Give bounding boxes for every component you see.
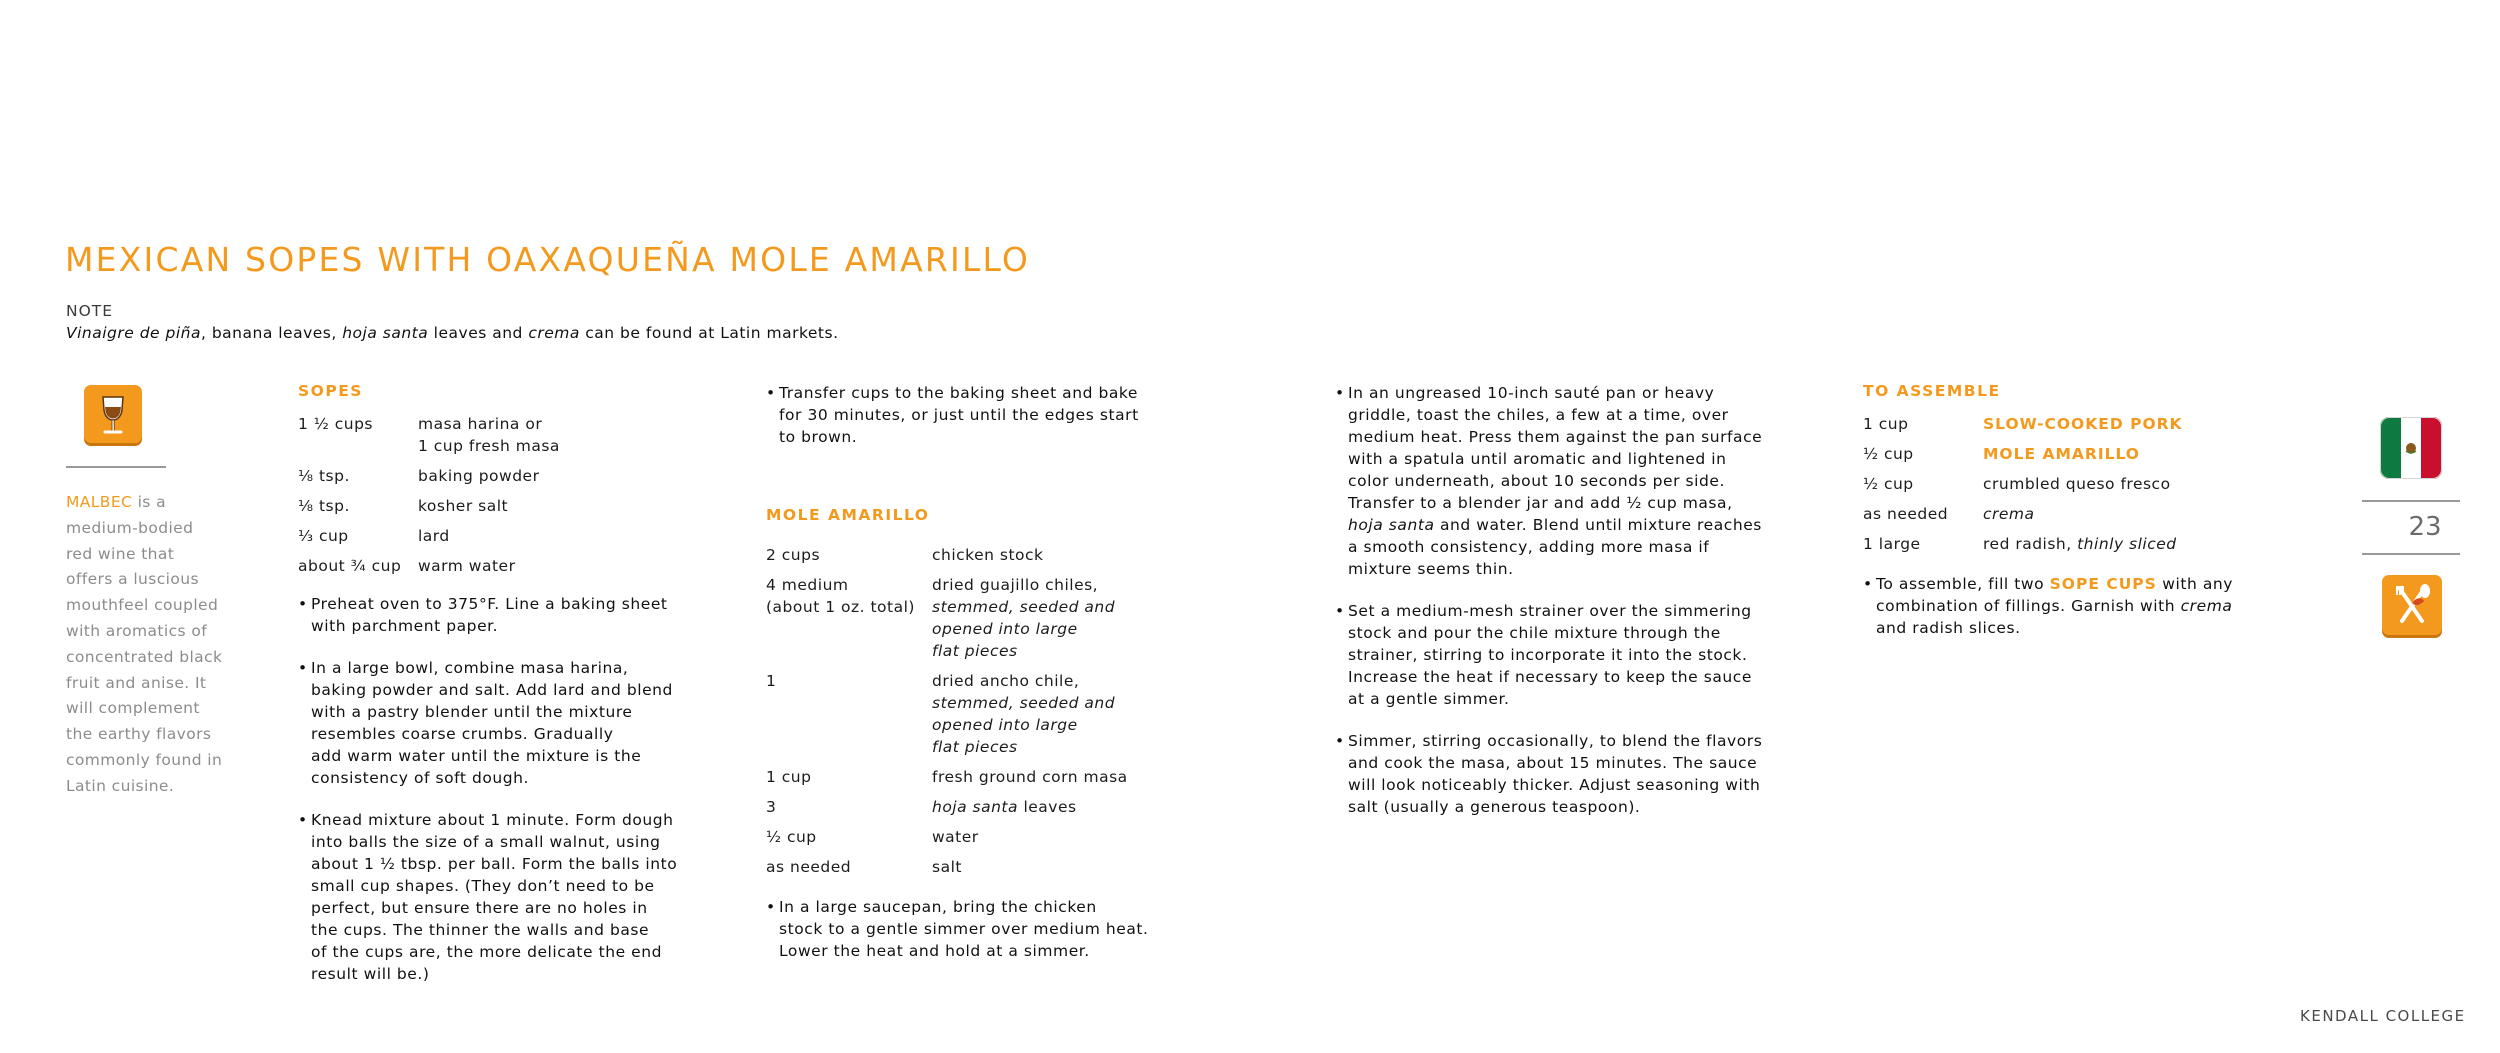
description-run: opened into large <box>932 620 1078 638</box>
ingredient-row <box>766 826 1186 848</box>
step-run: Transfer cups to the baking sheet and bake <box>779 384 1138 402</box>
step-line <box>1348 688 1805 710</box>
wine-text-line <box>66 671 226 697</box>
step-line <box>311 875 718 897</box>
wine-text-run: Latin cuisine. <box>66 776 175 795</box>
step-run: about 1 ½ tbsp. per ball. Form the balls into <box>311 855 678 873</box>
step-run: In an ungreased 10-inch sauté pan or heavy <box>1348 384 1715 402</box>
footer-publisher: KENDALL COLLEGE <box>2300 1007 2466 1025</box>
step-run: of the cups are, the more delicate the end <box>311 943 662 961</box>
quantity-line: 1 cup <box>1863 415 1909 433</box>
bullet-icon: • <box>1335 732 1345 750</box>
ingredient-description <box>418 525 588 547</box>
description-line <box>932 596 1186 618</box>
step-line <box>311 745 718 767</box>
ingredient-quantity <box>766 796 776 818</box>
bullet-icon: • <box>766 384 776 402</box>
ingredient-quantity <box>766 826 817 848</box>
step-line <box>1348 448 1805 470</box>
step-line <box>1348 426 1805 448</box>
ingredient-row <box>766 574 1186 662</box>
description-run: crema <box>1983 505 2035 523</box>
step-run: consistency of soft dough. <box>311 769 529 787</box>
description-run: lard <box>418 527 450 545</box>
quantity-line: 4 medium <box>766 576 849 594</box>
ingredient-quantity <box>298 465 350 487</box>
ingredient-quantity <box>766 856 851 878</box>
ingredient-row <box>298 495 588 517</box>
wine-text-run: mouthfeel coupled <box>66 596 219 615</box>
ingredient-description <box>932 766 1186 788</box>
step-run: Knead mixture about 1 minute. Form dough <box>311 811 674 829</box>
step-run: result will be.) <box>311 965 430 983</box>
wine-text-run: MALBEC <box>66 493 133 511</box>
ingredient-description <box>418 465 588 487</box>
description-line <box>932 544 1186 566</box>
description-line <box>1983 443 2243 465</box>
step-line <box>1348 492 1805 514</box>
description-run: water <box>932 828 979 846</box>
sopes-ingredient-list <box>298 413 588 585</box>
description-run: warm water <box>418 557 516 575</box>
bullet-icon: • <box>766 898 776 916</box>
step-run: baking powder and salt. Add lard and blend <box>311 681 673 699</box>
description-line <box>418 495 588 517</box>
ingredient-row <box>1863 413 2243 435</box>
note-label: NOTE <box>66 302 114 320</box>
description-line <box>932 856 1186 878</box>
quantity-line: 2 cups <box>766 546 821 564</box>
description-line <box>932 670 1186 692</box>
ingredient-description <box>1983 413 2243 435</box>
quantity-line: ⅛ tsp. <box>298 467 350 485</box>
wine-text-run: red wine that <box>66 544 175 563</box>
ingredient-quantity <box>766 544 820 566</box>
step-line <box>1348 404 1805 426</box>
step-line <box>779 940 1186 962</box>
description-run: stemmed, seeded and <box>932 598 1116 616</box>
note-text-part: Vinaigre de piña <box>66 324 201 342</box>
description-line <box>932 574 1186 596</box>
ingredient-quantity <box>766 670 776 692</box>
wine-text-run: concentrated black <box>66 647 223 666</box>
note-text-part: crema <box>528 324 580 342</box>
ingredient-description <box>932 574 1186 662</box>
description-line <box>932 826 1186 848</box>
step-run: a smooth consistency, adding more masa if <box>1348 538 1710 556</box>
note-text <box>66 324 839 342</box>
step-run: Transfer to a blender jar and add ½ cup masa, <box>1348 494 1733 512</box>
step-line <box>311 831 718 853</box>
step-run: will look noticeably thicker. Adjust seasoning with <box>1348 776 1761 794</box>
ingredient-row <box>298 525 588 547</box>
ingredient-row <box>298 555 588 577</box>
instruction-step <box>1335 730 1805 818</box>
step-run: perfect, but ensure there are no holes in <box>311 899 648 917</box>
description-run: red radish, <box>1983 535 2078 553</box>
step-line <box>779 404 1186 426</box>
step-run: at a gentle simmer. <box>1348 690 1510 708</box>
mole-ingredient-list <box>766 544 1186 886</box>
step-line <box>311 593 718 615</box>
wine-text-line <box>66 722 226 748</box>
ingredient-row <box>766 856 1186 878</box>
description-line <box>418 435 588 457</box>
ingredient-description <box>418 555 588 577</box>
instruction-step <box>298 593 718 637</box>
ingredient-row <box>298 465 588 487</box>
quantity-line: as needed <box>766 858 852 876</box>
step-line <box>1348 666 1805 688</box>
instruction-step <box>1335 382 1805 580</box>
step-run: Set a medium-mesh strainer over the simmering <box>1348 602 1752 620</box>
description-run: masa harina or <box>418 415 543 433</box>
step-line <box>779 426 1186 448</box>
description-run: stemmed, seeded and <box>932 694 1116 712</box>
step-line <box>311 657 718 679</box>
description-line <box>932 736 1186 758</box>
sidebar-divider-top <box>2362 500 2460 502</box>
description-run: chicken stock <box>932 546 1044 564</box>
step-line <box>779 382 1186 404</box>
instruction-step <box>298 657 718 789</box>
wine-pairing-text <box>66 490 226 800</box>
step-line <box>311 615 718 637</box>
ingredient-row <box>298 413 588 457</box>
ingredient-quantity <box>1863 473 1914 495</box>
step-run: To assemble, fill two <box>1876 575 2050 593</box>
quantity-line: as needed <box>1863 505 1949 523</box>
step-line <box>311 701 718 723</box>
ingredient-quantity <box>298 495 350 517</box>
step-line <box>311 767 718 789</box>
wine-text-line <box>66 619 226 645</box>
step-line <box>1876 595 2283 617</box>
step-run: resembles coarse crumbs. Gradually <box>311 725 614 743</box>
step-run: into balls the size of a small walnut, using <box>311 833 661 851</box>
step-run: and radish slices. <box>1876 619 2021 637</box>
step-run: with parchment paper. <box>311 617 499 635</box>
step-line <box>1876 617 2283 639</box>
description-run: flat pieces <box>932 738 1018 756</box>
ingredient-description <box>932 670 1186 758</box>
step-run: the cups. The thinner the walls and base <box>311 921 650 939</box>
bullet-icon: • <box>298 811 308 829</box>
ingredient-description <box>1983 533 2243 555</box>
wine-text-run: with aromatics of <box>66 621 208 640</box>
step-line <box>1348 536 1805 558</box>
description-run: salt <box>932 858 962 876</box>
wine-text-line <box>66 748 226 774</box>
ingredient-row <box>766 766 1186 788</box>
page-number: 23 <box>2408 512 2442 542</box>
ingredient-quantity <box>1863 413 1908 435</box>
quantity-line: ½ cup <box>1863 445 1914 463</box>
step-run: Lower the heat and hold at a simmer. <box>779 942 1090 960</box>
assemble-steps <box>1863 573 2283 659</box>
quantity-line: 1 large <box>1863 535 1921 553</box>
step-run: hoja santa <box>1348 516 1435 534</box>
description-run: leaves <box>1018 798 1077 816</box>
instruction-step <box>766 896 1186 962</box>
step-line <box>311 853 718 875</box>
wine-text-run: is a <box>132 493 166 511</box>
step-run: for 30 minutes, or just until the edges start <box>779 406 1139 424</box>
description-run: crumbled queso fresco <box>1983 475 2171 493</box>
mole-steps-continued <box>1335 382 1805 838</box>
step-run: Preheat oven to 375°F. Line a baking sheet <box>311 595 668 613</box>
step-line <box>1348 558 1805 580</box>
assemble-ingredient-list <box>1863 413 2243 563</box>
description-run: opened into large <box>932 716 1078 734</box>
description-line <box>418 555 588 577</box>
step-line <box>311 897 718 919</box>
assemble-heading: TO ASSEMBLE <box>1863 382 2001 400</box>
step-run: with a spatula until aromatic and lightened in <box>1348 450 1727 468</box>
step-line <box>1348 382 1805 404</box>
wine-text-line <box>66 542 226 568</box>
description-run: thinly sliced <box>2077 535 2177 553</box>
step-line <box>1348 644 1805 666</box>
sopes-heading: SOPES <box>298 382 363 400</box>
ingredient-quantity <box>1863 443 1914 465</box>
description-line <box>932 618 1186 640</box>
ingredient-description <box>932 856 1186 878</box>
quantity-line: ½ cup <box>1863 475 1914 493</box>
step-line <box>1348 622 1805 644</box>
step-line <box>1348 796 1805 818</box>
step-run: combination of fillings. Garnish with <box>1876 597 2181 615</box>
description-line <box>932 640 1186 662</box>
wine-text-run: offers a luscious <box>66 570 199 589</box>
step-line <box>311 723 718 745</box>
quantity-line: 1 cup <box>766 768 812 786</box>
instruction-step <box>298 809 718 985</box>
step-line <box>1348 752 1805 774</box>
pairing-divider <box>66 466 166 468</box>
description-line <box>1983 503 2243 525</box>
ingredient-row <box>1863 473 2243 495</box>
step-line <box>311 679 718 701</box>
description-run: flat pieces <box>932 642 1018 660</box>
description-line <box>932 714 1186 736</box>
wine-text-run: commonly found in <box>66 750 223 769</box>
ingredient-quantity <box>298 413 373 435</box>
description-run: kosher salt <box>418 497 509 515</box>
ingredient-row <box>1863 443 2243 465</box>
description-line <box>418 413 588 435</box>
instruction-step <box>1335 600 1805 710</box>
step-run: color underneath, about 10 seconds per side. <box>1348 472 1725 490</box>
wine-text-line <box>66 696 226 722</box>
step-run: crema <box>2180 597 2233 615</box>
sopes-steps <box>298 593 718 1005</box>
mexico-flag-icon <box>2380 417 2442 479</box>
wine-text-line <box>66 567 226 593</box>
ingredient-row <box>1863 533 2243 555</box>
step-run: strainer, stirring to incorporate it into the stock. <box>1348 646 1748 664</box>
description-run: SLOW-COOKED PORK <box>1983 415 2183 433</box>
quantity-line: 3 <box>766 798 777 816</box>
ingredient-description <box>418 413 588 457</box>
quantity-line: (about 1 oz. total) <box>766 598 915 616</box>
bullet-icon: • <box>1335 384 1345 402</box>
note-text-part: can be found at Latin markets. <box>579 324 839 342</box>
step-line <box>1348 514 1805 536</box>
ingredient-quantity <box>298 555 401 577</box>
step-line <box>311 919 718 941</box>
step-line <box>1348 600 1805 622</box>
description-run: baking powder <box>418 467 540 485</box>
description-run: fresh ground corn masa <box>932 768 1128 786</box>
step-line <box>1876 573 2283 595</box>
bullet-icon: • <box>1335 602 1345 620</box>
step-run: stock to a gentle simmer over medium heat. <box>779 920 1149 938</box>
description-run: dried ancho chile, <box>932 672 1080 690</box>
ingredient-quantity <box>1863 533 1921 555</box>
step-run: medium heat. Press them against the pan surface <box>1348 428 1763 446</box>
step-line <box>311 809 718 831</box>
quantity-line: ⅓ cup <box>298 527 349 545</box>
ingredient-description <box>418 495 588 517</box>
wine-glass-icon <box>84 385 142 443</box>
mole-steps <box>766 896 1186 982</box>
step-line <box>311 963 718 985</box>
step-run: salt (usually a generous teaspoon). <box>1348 798 1641 816</box>
quantity-line: ½ cup <box>766 828 817 846</box>
description-line <box>418 465 588 487</box>
description-run: 1 cup fresh masa <box>418 437 560 455</box>
description-line <box>1983 473 2243 495</box>
quantity-line: about ¾ cup <box>298 557 402 575</box>
wine-text-line <box>66 774 226 800</box>
ingredient-row <box>1863 503 2243 525</box>
step-run: SOPE CUPS <box>2049 575 2157 593</box>
step-run: griddle, toast the chiles, a few at a time, over <box>1348 406 1729 424</box>
sopes-steps-continued <box>766 382 1186 468</box>
bullet-icon: • <box>298 659 308 677</box>
description-run: hoja santa <box>932 798 1019 816</box>
ingredient-description <box>932 796 1186 818</box>
ingredient-description <box>932 544 1186 566</box>
description-line <box>1983 413 2243 435</box>
instruction-step <box>1863 573 2283 639</box>
ingredient-row <box>766 670 1186 758</box>
quantity-line: ⅛ tsp. <box>298 497 350 515</box>
step-run: and water. Blend until mixture reaches <box>1434 516 1762 534</box>
ingredient-row <box>766 544 1186 566</box>
ingredient-quantity <box>766 574 915 618</box>
step-run: stock and pour the chile mixture through the <box>1348 624 1721 642</box>
step-line <box>311 941 718 963</box>
quantity-line: 1 <box>766 672 777 690</box>
ingredient-quantity <box>1863 503 1948 525</box>
ingredient-description <box>932 826 1186 848</box>
step-run: add warm water until the mixture is the <box>311 747 642 765</box>
mole-heading: MOLE AMARILLO <box>766 506 930 524</box>
step-run: mixture seems thin. <box>1348 560 1514 578</box>
step-line <box>779 896 1186 918</box>
description-line <box>932 796 1186 818</box>
wine-text-line <box>66 516 226 542</box>
description-run: dried guajillo chiles, <box>932 576 1099 594</box>
ingredient-description <box>1983 503 2243 525</box>
bullet-icon: • <box>298 595 308 613</box>
step-run: In a large saucepan, bring the chicken <box>779 898 1097 916</box>
step-line <box>1348 774 1805 796</box>
wine-text-run: the earthy flavors <box>66 725 212 744</box>
step-run: Simmer, stirring occasionally, to blend the flavors <box>1348 732 1763 750</box>
step-line <box>779 918 1186 940</box>
step-run: with any <box>2156 575 2233 593</box>
note-text-part: , banana leaves, <box>200 324 343 342</box>
step-line <box>1348 730 1805 752</box>
wine-text-run: medium-bodied <box>66 518 194 537</box>
quantity-line: 1 ½ cups <box>298 415 373 433</box>
instruction-step <box>766 382 1186 448</box>
description-line <box>1983 533 2243 555</box>
step-run: In a large bowl, combine masa harina, <box>311 659 629 677</box>
ingredient-quantity <box>766 766 811 788</box>
step-run: Increase the heat if necessary to keep the sauce <box>1348 668 1752 686</box>
ingredient-quantity <box>298 525 349 547</box>
bullet-icon: • <box>1863 575 1873 593</box>
step-run: to brown. <box>779 428 858 446</box>
wine-text-run: will complement <box>66 699 200 718</box>
note-text-part: hoja santa <box>342 324 429 342</box>
wine-text-line <box>66 593 226 619</box>
step-line <box>1348 470 1805 492</box>
sidebar-divider-bottom <box>2362 553 2460 555</box>
description-run: MOLE AMARILLO <box>1983 445 2140 463</box>
utensils-pepper-icon <box>2382 575 2442 635</box>
wine-text-line <box>66 645 226 671</box>
description-line <box>932 766 1186 788</box>
ingredient-description <box>1983 443 2243 465</box>
ingredient-row <box>766 796 1186 818</box>
step-run: and cook the masa, about 15 minutes. The sauce <box>1348 754 1758 772</box>
step-run: small cup shapes. (They don’t need to be <box>311 877 655 895</box>
description-line <box>932 692 1186 714</box>
note-text-part: leaves and <box>428 324 529 342</box>
step-run: with a pastry blender until the mixture <box>311 703 633 721</box>
ingredient-description <box>1983 473 2243 495</box>
wine-text-line <box>66 490 226 516</box>
recipe-title: MEXICAN SOPES WITH OAXAQUEÑA MOLE AMARILLO <box>65 240 1031 279</box>
wine-text-run: fruit and anise. It <box>66 673 207 692</box>
description-line <box>418 525 588 547</box>
